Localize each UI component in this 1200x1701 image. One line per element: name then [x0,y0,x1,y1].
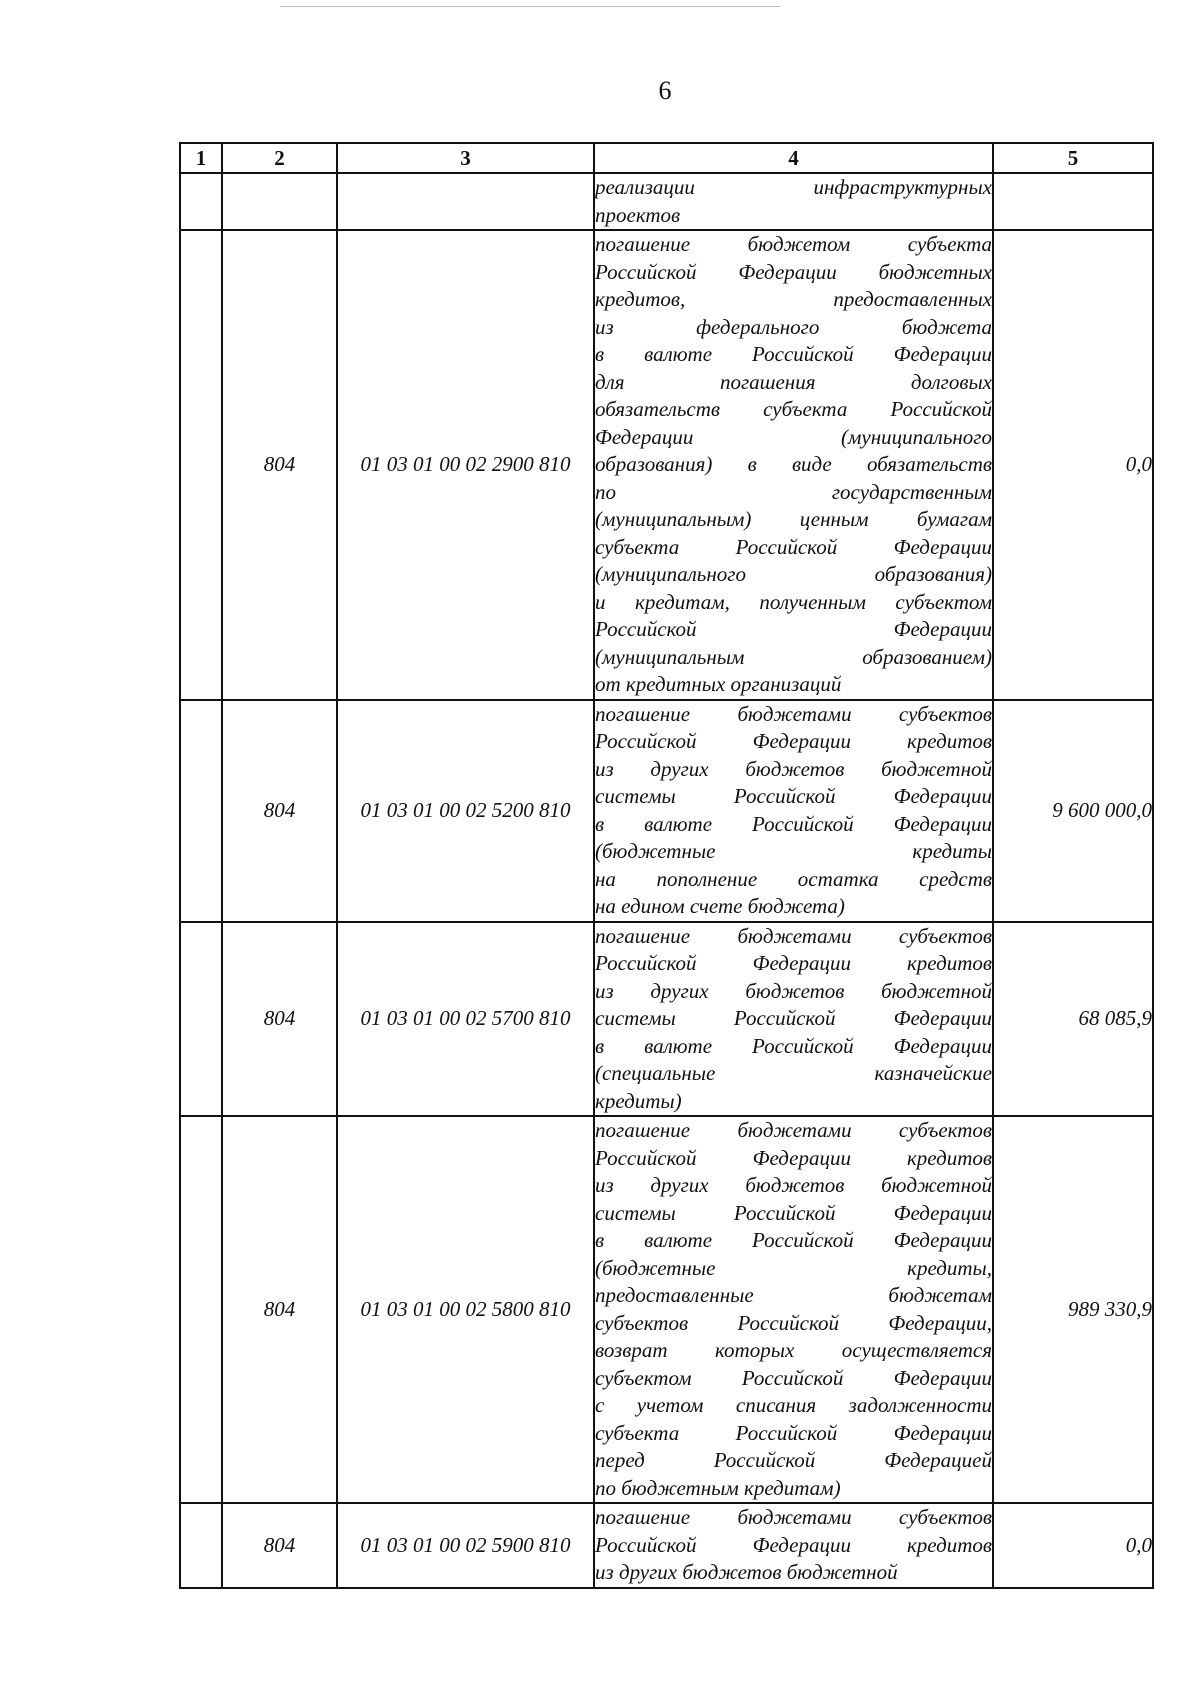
header-row [180,143,1153,173]
description-line: в валюте Российской Федерации [595,342,992,366]
description-line: образования) в виде обязательств [595,452,992,476]
description-line: реализации инфраструктурных [595,175,992,199]
description-line: погашение бюджетами субъектов [595,701,992,726]
description-line: погашение бюджетом субъекта [595,232,992,256]
description-text [595,1117,992,1502]
table-body [180,173,1153,1588]
description-line: на пополнение остатка средств [595,866,992,891]
description-line: из федерального бюджета [595,314,992,339]
header-col-5: 5 [993,143,1153,173]
description-line: Российской Федерации бюджетных [595,259,992,284]
description-line: погашение бюджетами субъектов [595,923,992,948]
description-line: субъекта Российской Федерации [595,534,992,559]
description-line: Российской Федерации кредитов [595,1532,992,1557]
description-cell [594,173,993,230]
description-line: погашение бюджетами субъектов [595,1118,992,1142]
description-text [595,174,992,229]
admin-code-cell: 804 [222,922,337,1117]
description-line: предоставленные бюджетам [595,1283,992,1307]
budget-code-cell: 01 03 01 00 02 5800 810 [337,1116,594,1503]
table-row [180,700,1153,922]
description-line: системы Российской Федерации [595,784,992,808]
description-line: и кредитам, полученным субъектом [595,589,992,614]
table-row [180,1503,1153,1588]
amount-cell: 68 085,9 [993,922,1153,1117]
admin-code-cell: 804 [222,1503,337,1588]
description-cell [594,922,993,1117]
description-line: Российской Федерации кредитов [595,951,992,975]
description-line: субъектом Российской Федерации [595,1365,992,1390]
description-line: для погашения долговых [595,369,992,394]
description-line: по бюджетным кредитам) [595,1475,841,1500]
header-col-4: 4 [594,143,993,173]
description-cell [594,1116,993,1503]
description-line: в валюте Российской Федерации [595,1033,992,1058]
amount-cell: 989 330,9 [993,1116,1153,1503]
admin-code-cell: 804 [222,1116,337,1503]
budget-code-cell: 01 03 01 00 02 5700 810 [337,922,594,1117]
scan-top-rule [280,6,780,7]
description-line: проектов [595,202,681,227]
description-line: (бюджетные кредиты, [595,1255,992,1280]
table-row [180,922,1153,1117]
description-line: Федерации (муниципального [595,424,992,449]
description-line: с учетом списания задолженности [595,1393,992,1417]
admin-code-cell [222,173,337,230]
description-cell [594,230,993,700]
budget-code-cell: 01 03 01 00 02 2900 810 [337,230,594,700]
admin-code-cell: 804 [222,700,337,922]
row-number-cell [180,700,222,922]
description-line: от кредитных организаций [595,672,842,696]
row-number-cell [180,1116,222,1503]
amount-cell: 9 600 000,0 [993,700,1153,922]
description-line: возврат которых осуществляется [595,1338,992,1362]
admin-code-cell: 804 [222,230,337,700]
description-line: Российской Федерации кредитов [595,1145,992,1170]
budget-table [179,142,1154,1589]
description-line: по государственным [595,479,992,504]
row-number-cell [180,173,222,230]
description-line: на едином счете бюджета) [595,894,845,918]
description-line: системы Российской Федерации [595,1200,992,1225]
description-line: из других бюджетов бюджетной [595,1560,898,1584]
description-text [595,1504,992,1587]
header-col-2: 2 [222,143,337,173]
description-text [595,231,992,699]
description-line: Российской Федерации кредитов [595,729,992,753]
table-row [180,1116,1153,1503]
page-number: 6 [658,76,672,105]
budget-code-cell: 01 03 01 00 02 5200 810 [337,700,594,922]
description-line: субъектов Российской Федерации, [595,1310,992,1335]
description-line: из других бюджетов бюджетной [595,756,992,781]
description-line: погашение бюджетами субъектов [595,1505,992,1529]
description-line: (муниципальным образованием) [595,644,992,669]
description-cell [594,700,993,922]
description-line: в валюте Российской Федерации [595,1228,992,1252]
description-cell [594,1503,993,1588]
budget-code-cell: 01 03 01 00 02 5900 810 [337,1503,594,1588]
description-text [595,923,992,1116]
description-line: перед Российской Федерацией [595,1448,992,1472]
description-line: Российской Федерации [595,617,992,641]
amount-cell [993,173,1153,230]
amount-cell: 0,0 [993,230,1153,700]
amount-cell: 0,0 [993,1503,1153,1588]
description-line: (бюджетные кредиты [595,839,992,863]
description-line: из других бюджетов бюджетной [595,978,992,1003]
description-line: кредитов, предоставленных [595,287,992,311]
table-row [180,173,1153,230]
description-line: кредиты) [595,1088,682,1113]
budget-code-cell [337,173,594,230]
description-line: в валюте Российской Федерации [595,811,992,836]
description-line: (муниципального образования) [595,562,992,586]
table-row [180,230,1153,700]
row-number-cell [180,1503,222,1588]
header-col-3: 3 [337,143,594,173]
row-number-cell [180,922,222,1117]
description-line: из других бюджетов бюджетной [595,1173,992,1197]
description-line: (муниципальным) ценным бумагам [595,507,992,531]
row-number-cell [180,230,222,700]
description-line: (специальные казначейские [595,1061,992,1085]
description-line: обязательств субъекта Российской [595,397,992,421]
description-line: субъекта Российской Федерации [595,1420,992,1445]
description-line: системы Российской Федерации [595,1006,992,1030]
description-text [595,701,992,921]
header-col-1: 1 [180,143,222,173]
